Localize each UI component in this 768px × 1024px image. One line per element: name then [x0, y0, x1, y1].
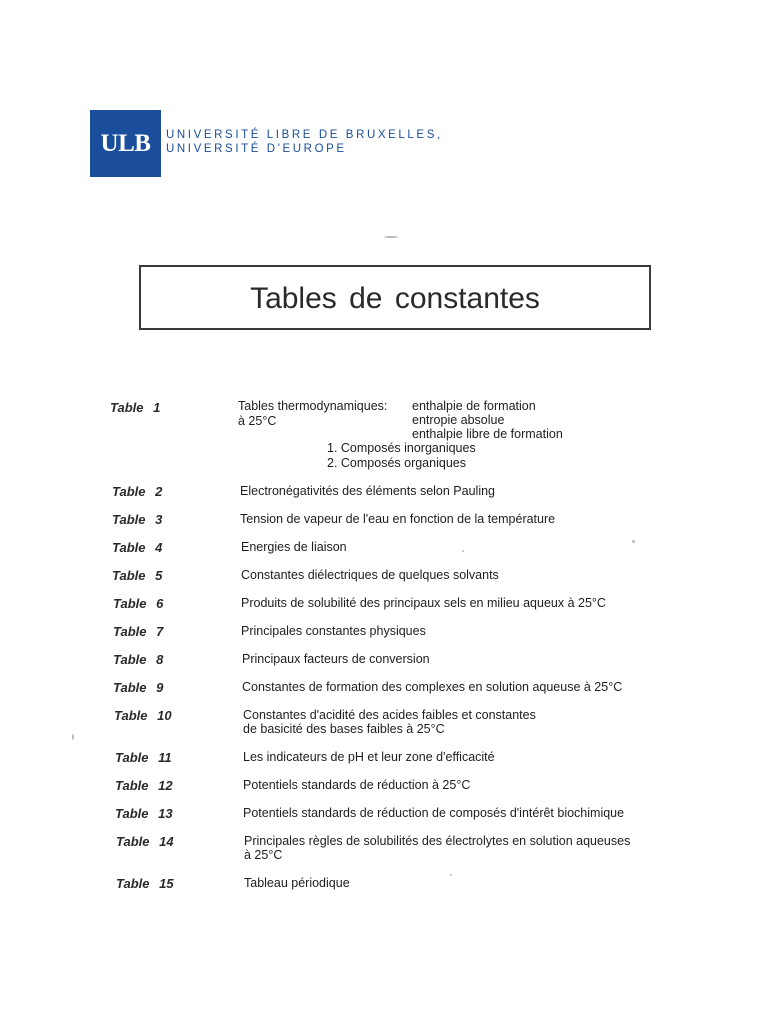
page-title: Tables de constantes — [250, 281, 540, 315]
table-label: Table 13 — [115, 806, 173, 821]
table-description: Principales règles de solubilités des électrolytes en solution aqueuses — [244, 834, 631, 848]
table1-right-line2: entropie absolue — [412, 413, 505, 427]
table-label: Table 14 — [116, 834, 174, 849]
table-label: Table 2 — [112, 484, 163, 499]
table-description: Produits de solubilité des principaux sels en milieu aqueux à 25°C — [241, 596, 606, 610]
scan-speck — [450, 874, 452, 876]
table1-right-line1: enthalpie de formation — [412, 399, 536, 413]
table-description-line2: de basicité des bases faibles à 25°C — [243, 722, 445, 736]
university-name — [166, 128, 443, 156]
table-description: Electronégativités des éléments selon Pauling — [240, 484, 496, 498]
table-label: Table 5 — [112, 568, 163, 583]
table-description: Tableau périodique — [244, 876, 350, 890]
table-label: Table 15 — [116, 876, 174, 891]
table-description-line2: à 25°C — [244, 848, 283, 862]
scan-speck — [632, 540, 635, 543]
table1-desc-line1: Tables thermodynamiques: — [238, 399, 388, 413]
scan-speck — [72, 734, 74, 740]
table-label: Table 1 — [110, 400, 161, 415]
table-description: Potentiels standards de réduction à 25°C — [243, 778, 471, 792]
table1-sub-line1: 1. Composés inorganiques — [327, 441, 476, 455]
university-line-1: UNIVERSITÉ LIBRE DE BRUXELLES, — [166, 129, 443, 141]
table-label: Table 6 — [113, 596, 164, 611]
table-description: Les indicateurs de pH et leur zone d'efficacité — [243, 750, 495, 764]
table-description: Tension de vapeur de l'eau en fonction de la température — [240, 512, 556, 526]
table-description: Constantes de formation des complexes en solution aqueuse à 25°C — [242, 680, 623, 694]
ulb-logo — [90, 110, 161, 177]
table-description: Constantes d'acidité des acides faibles et constantes — [243, 708, 536, 722]
table-label: Table 3 — [112, 512, 163, 527]
table-label: Table 8 — [113, 652, 164, 667]
table1-sub-line2: 2. Composés organiques — [327, 456, 466, 470]
table-description: Constantes diélectriques de quelques solvants — [241, 568, 499, 582]
scan-speck — [384, 236, 398, 238]
title-box — [139, 265, 651, 330]
table-description: Potentiels standards de réduction de composés d'intérêt biochimique — [243, 806, 625, 820]
table-description: Energies de liaison — [241, 540, 347, 554]
table-label: Table 10 — [114, 708, 172, 723]
university-line-2: UNIVERSITÉ D'EUROPE — [166, 143, 347, 155]
table1-desc-line2: à 25°C — [238, 414, 277, 428]
table-label: Table 9 — [113, 680, 164, 695]
table-description: Principales constantes physiques — [241, 624, 426, 638]
scan-speck — [462, 550, 464, 552]
table-label: Table 12 — [115, 778, 173, 793]
table-label: Table 11 — [115, 750, 172, 765]
table-label: Table 4 — [112, 540, 163, 555]
table-description: Principaux facteurs de conversion — [242, 652, 430, 666]
logo-text: ULB — [100, 129, 151, 157]
table1-right-line3: enthalpie libre de formation — [412, 427, 563, 441]
table-label: Table 7 — [113, 624, 164, 639]
